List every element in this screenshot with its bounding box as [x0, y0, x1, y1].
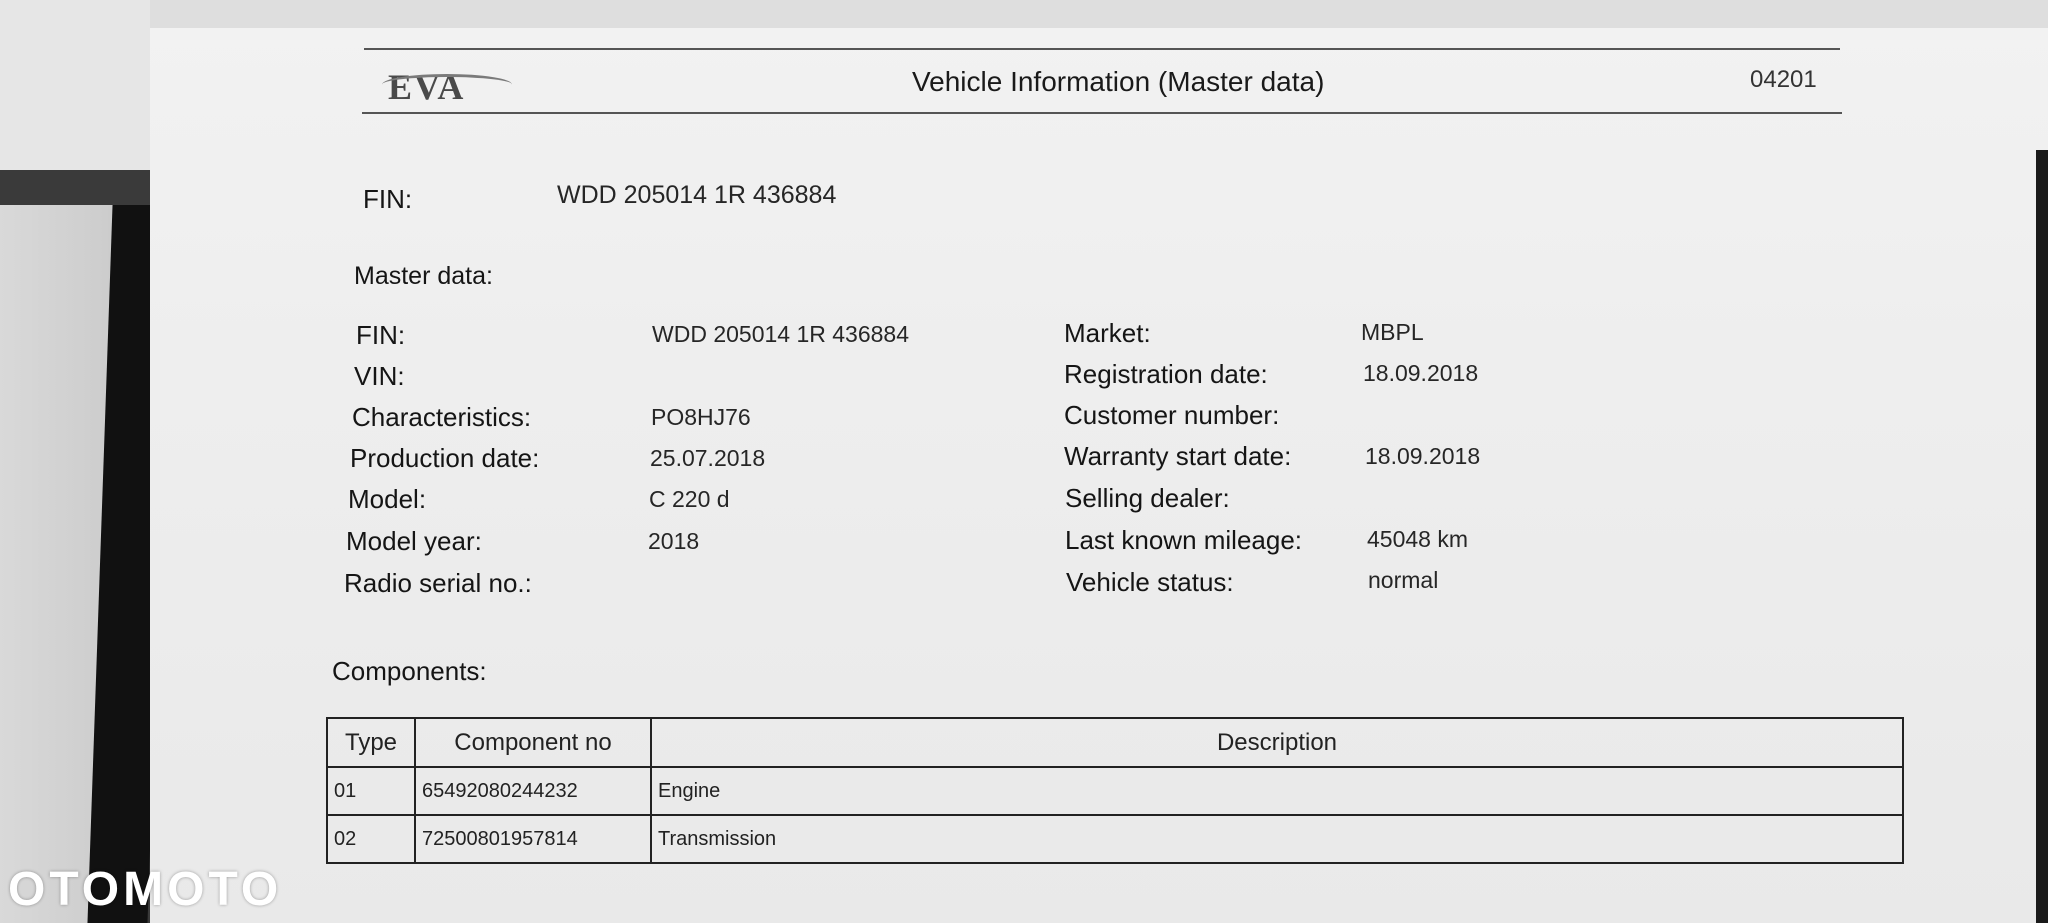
master-right-label: Selling dealer: — [1065, 483, 1230, 513]
column-header-component-no: Component no — [415, 718, 651, 767]
master-right-value: 18.09.2018 — [1363, 360, 1479, 386]
master-right-label: Last known mileage: — [1065, 525, 1303, 555]
master-right-label: Market: — [1064, 318, 1151, 348]
document-code: 04201 — [1750, 66, 1817, 93]
page-right-edge — [2036, 150, 2048, 923]
table-row — [327, 815, 1903, 863]
master-left-label: Production date: — [350, 443, 540, 473]
cell-type: 02 — [327, 815, 415, 863]
master-left-label: Radio serial no.: — [344, 568, 532, 598]
master-right-value: 18.09.2018 — [1365, 443, 1481, 469]
master-right-label: Customer number: — [1064, 400, 1280, 430]
cell-description: Engine — [651, 767, 1903, 815]
header-top-rule — [364, 48, 1840, 50]
master-data-heading: Master data: — [354, 262, 493, 290]
master-left-label: Characteristics: — [352, 402, 532, 432]
cell-component-no: 72500801957814 — [415, 815, 651, 863]
master-left-value: 2018 — [648, 528, 700, 554]
table-header-row — [327, 718, 1903, 767]
otomoto-watermark: OTOMOTO — [8, 863, 283, 916]
column-header-description: Description — [651, 718, 1903, 767]
fin-value: WDD 205014 1R 436884 — [557, 181, 837, 209]
document-title: Vehicle Information (Master data) — [912, 66, 1325, 97]
master-left-label: VIN: — [354, 361, 405, 391]
master-left-label: Model year: — [346, 526, 482, 556]
eva-logo — [388, 66, 465, 108]
master-right-label: Vehicle status: — [1066, 567, 1234, 597]
master-right-value: normal — [1368, 567, 1439, 593]
components-table — [326, 717, 1904, 864]
master-right-label: Warranty start date: — [1064, 441, 1292, 471]
fin-label: FIN: — [363, 184, 413, 214]
components-heading: Components: — [332, 656, 487, 686]
table-row — [327, 767, 1903, 815]
master-left-value: WDD 205014 1R 436884 — [652, 321, 909, 347]
cell-type: 01 — [327, 767, 415, 815]
logo-text: EVA — [388, 67, 466, 107]
master-left-value: C 220 d — [649, 486, 730, 512]
cell-component-no: 65492080244232 — [415, 767, 651, 815]
logo-swoosh — [382, 74, 512, 95]
master-left-label: Model: — [348, 484, 427, 514]
master-right-value: MBPL — [1361, 319, 1424, 345]
cell-description: Transmission — [651, 815, 1903, 863]
master-right-value: 45048 km — [1367, 526, 1469, 552]
master-left-value: PO8HJ76 — [651, 404, 751, 430]
page-top-edge — [150, 0, 2048, 28]
master-right-label: Registration date: — [1064, 359, 1268, 389]
master-left-value: 25.07.2018 — [650, 445, 766, 471]
column-header-type: Type — [327, 718, 415, 767]
background-sheet — [0, 0, 168, 170]
header-bottom-rule — [362, 112, 1842, 114]
master-left-label: FIN: — [356, 320, 406, 350]
